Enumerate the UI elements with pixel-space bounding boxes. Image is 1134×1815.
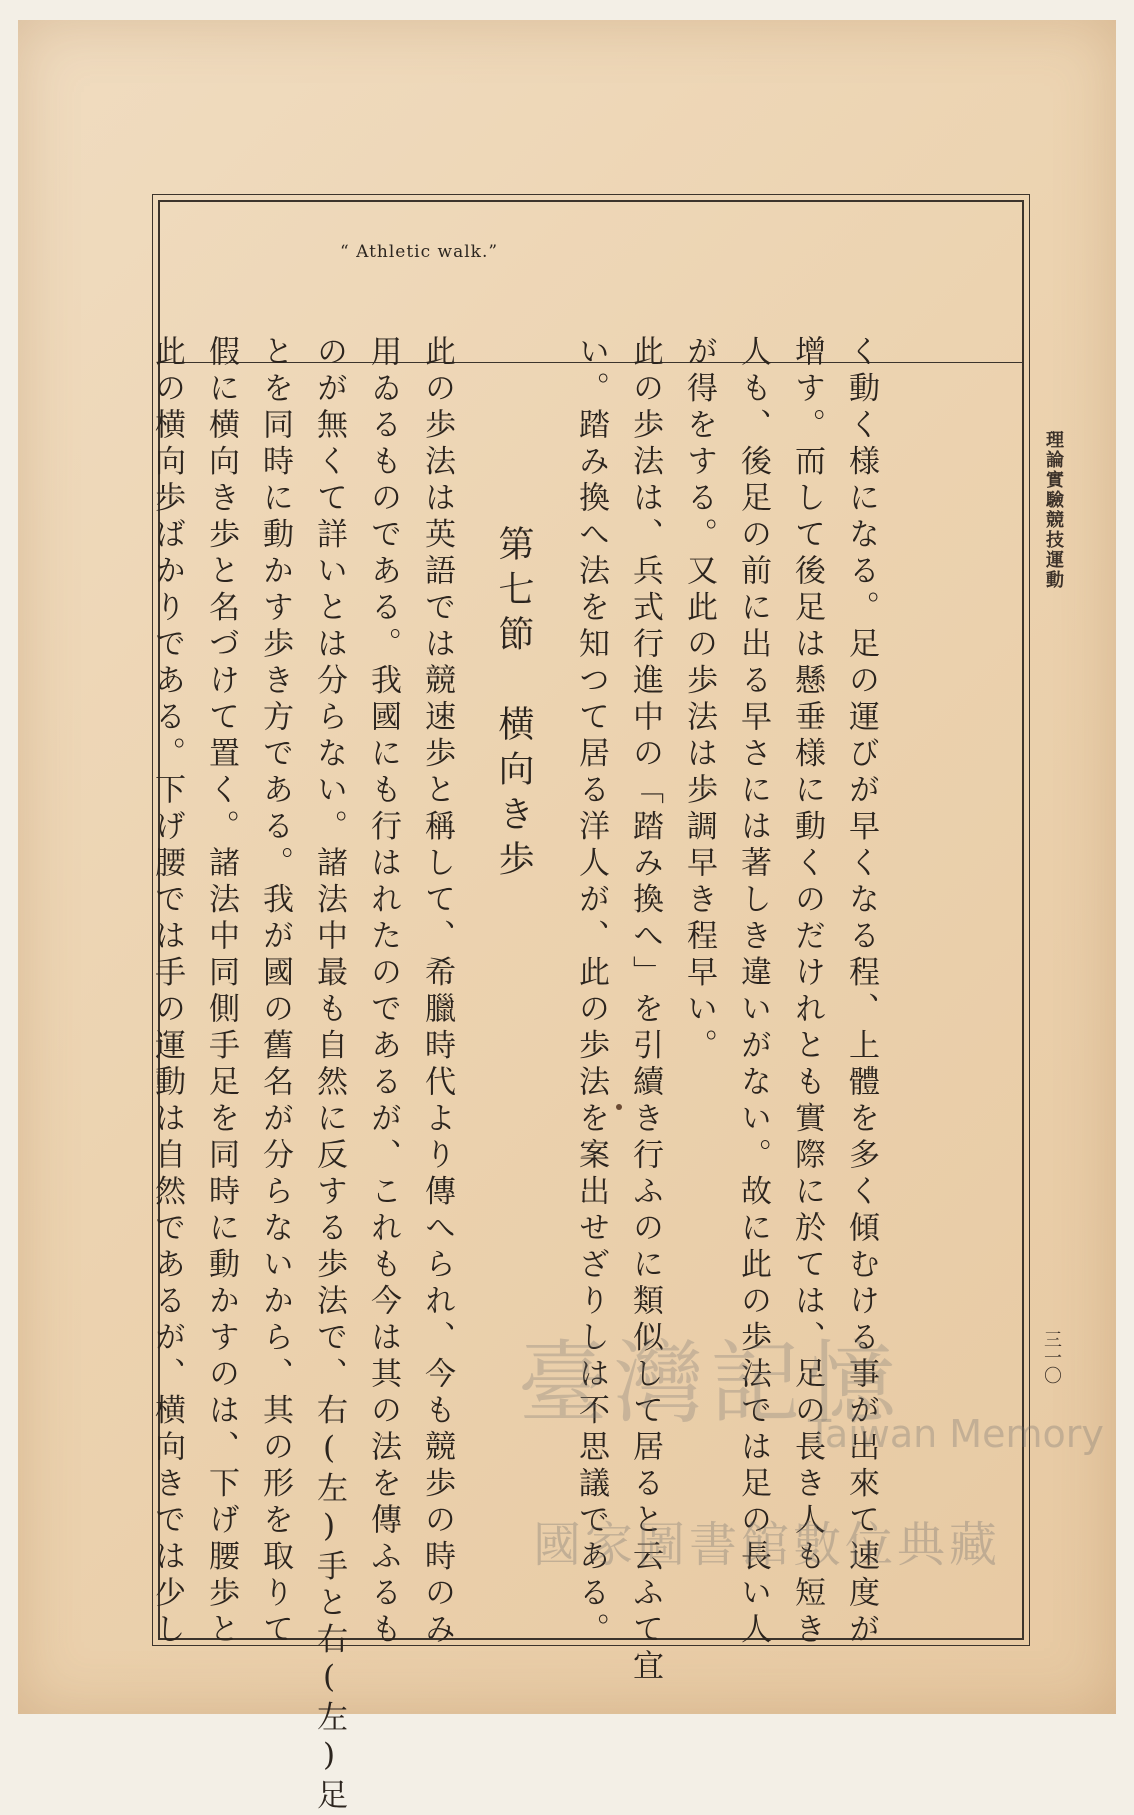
- text-column: く動く様になる。足の運びが早くなる程、上體を多く傾むける事が出來て速度が: [843, 335, 879, 1649]
- text-column: とを同時に動かす歩き方である。我が國の舊名が分らないから、其の形を取りて: [257, 335, 293, 1649]
- text-column: 此の歩法は英語では競速歩と稱して、希臘時代より傳へられ、今も競歩の時のみ: [419, 335, 455, 1649]
- page-number: 三一〇: [1041, 1330, 1062, 1384]
- watermark-english: Taiwan Memory: [808, 1412, 1104, 1456]
- text-column: 增す。而して後足は懸垂様に動くのだけれとも實際に於ては、足の長き人も短き: [789, 335, 825, 1649]
- text-column: が得をする。又此の歩法は歩調早き程早い。: [681, 335, 717, 1065]
- text-column: 用ゐるものである。我國にも行はれたのであるが、これも今は其の法を傳ふるも: [365, 335, 401, 1649]
- text-column: 此の横向歩ばかりである。下げ腰では手の運動は自然であるが、横向きでは少し: [149, 335, 185, 1649]
- ink-spot: [616, 1104, 622, 1110]
- text-column: 人も、後足の前に出る早さには著しき違いがない。故に此の歩法では足の長い人: [735, 335, 771, 1649]
- section-heading: 第七節 横向き歩: [493, 525, 534, 885]
- text-column: のが無くて詳いとは分らない。諸法中最も自然に反する歩法で、右(左)手と右(左)足: [311, 335, 347, 1815]
- text-column: 假に横向き歩と名づけて置く。諸法中同側手足を同時に動かすのは、下げ腰歩と: [203, 335, 239, 1649]
- watermark-chinese: 國家圖書館數位典藏: [533, 1517, 1002, 1573]
- text-column: 此の歩法は、兵式行進中の「踏み換へ」を引續き行ふのに類似して居ると云ふて宜: [627, 335, 663, 1686]
- watermark-seal: 臺灣記憶: [518, 1331, 902, 1436]
- running-head: 理論實驗競技運動: [1043, 430, 1064, 590]
- text-column: い。踏み換へ法を知つて居る洋人が、此の歩法を案出せざりしは不思議である。: [573, 335, 609, 1649]
- book-page: [18, 20, 1116, 1815]
- figure-caption: “ Athletic walk.”: [340, 242, 499, 262]
